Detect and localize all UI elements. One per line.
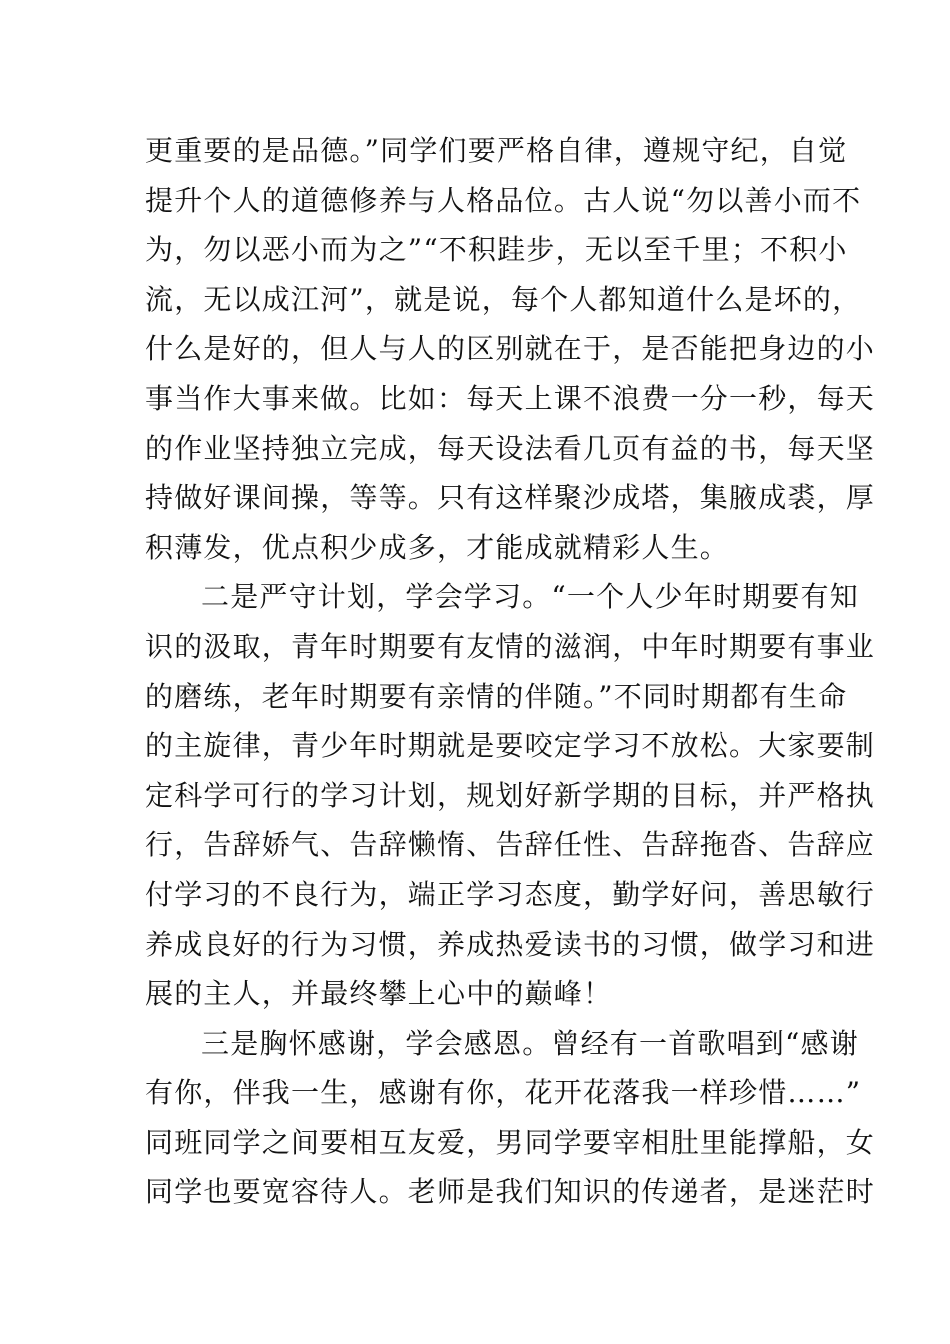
paragraph-start-line: 二是严守计划，学会学习。“一个人少年时期要有知 <box>201 580 859 614</box>
text-line: 流，无以成江河”，就是说，每个人都知道什么是坏的， <box>145 282 862 316</box>
text-line: 积薄发，优点积少成多，才能成就精彩人生。 <box>145 530 730 564</box>
text-line: 更重要的是品德。”同学们要严格自律，遵规守纪，自觉 <box>145 134 848 167</box>
text-line: 为，勿以恶小而为之”“不积跬步，无以至千里；不积小 <box>145 233 848 267</box>
text-line: 养成良好的行为习惯，养成热爱读书的习惯，做学习和进 <box>145 927 876 961</box>
text-line: 定科学可行的学习计划，规划好新学期的目标，并严格执 <box>145 778 876 812</box>
text-line: 有你，伴我一生，感谢有你，花开花落我一样珍惜……” <box>145 1076 862 1110</box>
text-line: 的主旋律，青少年时期就是要咬定学习不放松。大家要制 <box>145 729 876 763</box>
text-line: 同学也要宽容待人。老师是我们知识的传递者，是迷茫时 <box>145 1175 876 1209</box>
text-line: 行，告辞娇气、告辞懒惰、告辞任性、告辞拖沓、告辞应 <box>145 828 876 862</box>
text-line: 付学习的不良行为，端正学习态度，勤学好问，善思敏行 <box>145 877 876 911</box>
text-line: 持做好课间操，等等。只有这样聚沙成塔，集腋成裘，厚 <box>145 481 876 515</box>
text-line: 同班同学之间要相互友爱，男同学要宰相肚里能撑船，女 <box>145 1125 876 1159</box>
text-line: 的作业坚持独立完成，每天设法看几页有益的书，每天坚 <box>145 431 876 465</box>
text-line: 识的汲取，青年时期要有友情的滋润，中年时期要有事业 <box>145 629 876 663</box>
text-line: 展的主人，并最终攀上心中的巅峰！ <box>145 977 613 1011</box>
paragraph-start-line: 三是胸怀感谢，学会感恩。曾经有一首歌唱到“感谢 <box>201 1026 859 1060</box>
body-text <box>145 126 876 1217</box>
text-line: 什么是好的，但人与人的区别就在于，是否能把身边的小 <box>145 332 876 366</box>
text-line: 事当作大事来做。比如：每天上课不浪费一分一秒，每天 <box>145 381 876 415</box>
text-line: 提升个人的道德修养与人格品位。古人说“勿以善小而不 <box>145 183 862 217</box>
text-line: 的磨练，老年时期要有亲情的伴随。”不同时期都有生命 <box>145 679 848 713</box>
